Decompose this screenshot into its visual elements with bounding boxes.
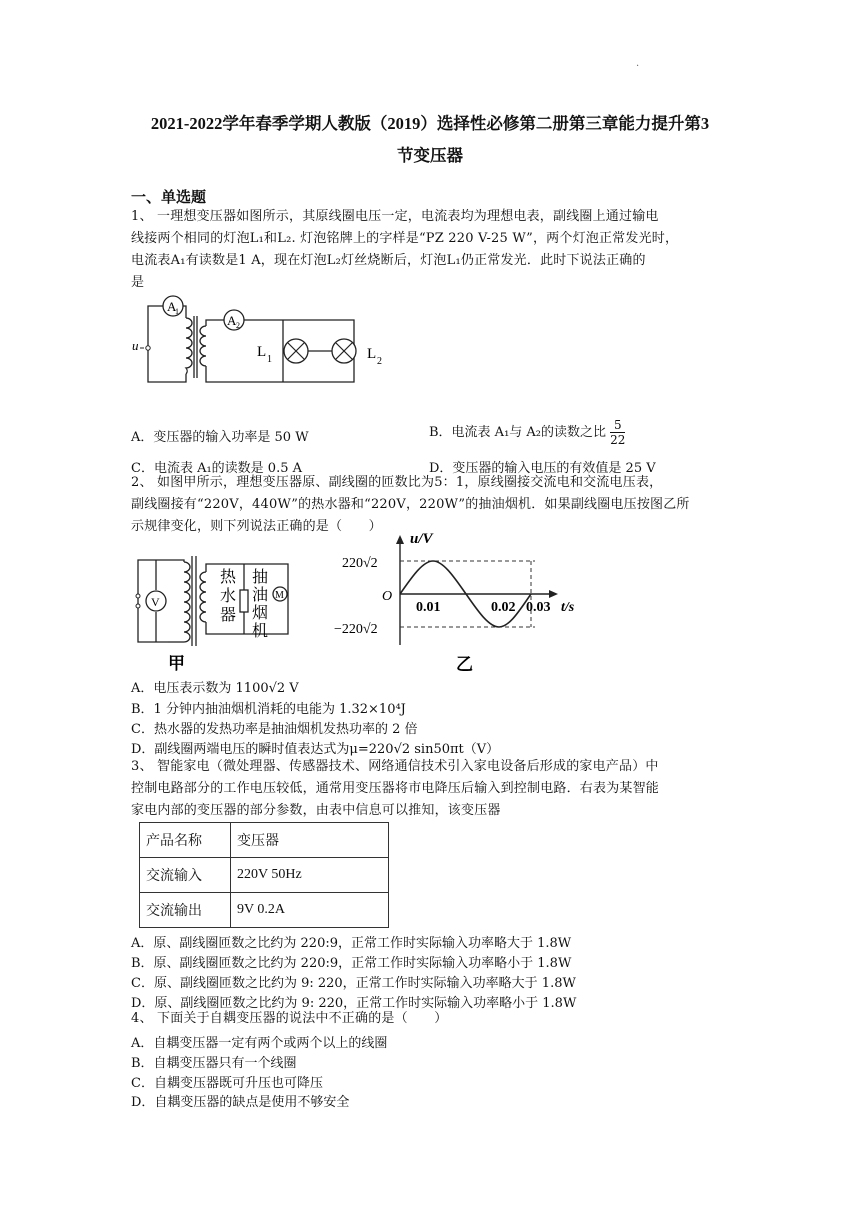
a2-sub: 2 <box>236 321 240 330</box>
caption-jia: 甲 <box>168 654 185 673</box>
q2-line3: 示规律变化，则下列说法正确的是（ ） <box>131 519 382 534</box>
q1-transformer-figure <box>128 292 418 392</box>
l1-label: L <box>257 344 267 360</box>
l1-sub: 1 <box>267 354 272 365</box>
q2-option-b[interactable]: B．1 分钟内抽油烟机消耗的电能为 1.32×10⁴J <box>131 702 406 717</box>
q2-figure-yi-sine-graph <box>330 530 600 675</box>
x-axis-label: t/s <box>561 600 575 615</box>
x-tick-1: 0.01 <box>416 600 441 615</box>
hood-char-1: 抽 <box>252 569 269 586</box>
x-tick-2: 0.02 <box>491 600 516 615</box>
q1-line1: 1、 一理想变压器如图所示，其原线圈电压一定，电流表均为理想电表，副线圈上通过输电 <box>131 209 659 224</box>
origin-label: O <box>382 589 393 604</box>
q3-option-a[interactable]: A．原、副线圈匝数之比约为 220:9，正常工作时实际输入功率略大于 1.8W <box>131 936 572 951</box>
page-title-line2: 节变压器 <box>397 146 463 165</box>
q4-option-c[interactable]: C．自耦变压器既可升压也可降压 <box>131 1076 323 1091</box>
fraction-numerator: 5 <box>610 418 625 433</box>
a2-label: A <box>227 313 237 328</box>
q3-line2: 控制电路部分的工作电压较低，通常用变压器将市电降压后输入到控制电路．右表为某智能 <box>131 781 660 796</box>
hood-char-2: 油 <box>252 587 269 604</box>
q2-option-a[interactable]: A．电压表示数为 1100√2 V <box>131 681 299 696</box>
hood-char-3: 烟 <box>252 605 269 622</box>
q1-option-b[interactable] <box>429 418 625 447</box>
q1-option-a[interactable]: A．变压器的输入功率是 50 W <box>131 430 309 445</box>
fraction-denominator: 22 <box>610 433 626 447</box>
table-cell: 交流输出 <box>140 893 231 928</box>
q2-option-d[interactable]: D．副线圈两端电压的瞬时值表达式为μ=220√2 sin50πt（V） <box>131 742 500 757</box>
q2-text <box>131 472 690 538</box>
table-cell: 交流输入 <box>140 858 231 893</box>
table-row <box>140 823 389 858</box>
q3-line3: 家电内部的变压器的部分参数，由表中信息可以推知，该变压器 <box>131 803 501 818</box>
transformer-spec-table <box>139 822 389 928</box>
q2-line2: 副线圈接有“220V，440W”的热水器和“220V，220W”的抽油烟机．如果副线圈电压按图乙所 <box>131 497 690 512</box>
a1-label: A <box>167 299 177 314</box>
q3-option-b[interactable]: B．原、副线圈匝数之比约为 220:9，正常工作时实际输入功率略小于 1.8W <box>131 956 572 971</box>
heater-char-3: 器 <box>220 607 237 624</box>
m-label: M <box>275 590 284 601</box>
y-tick-bottom: −220√2 <box>334 622 378 637</box>
u-label: u <box>132 338 139 353</box>
q4-option-d[interactable]: D．自耦变压器的缺点是使用不够安全 <box>131 1095 350 1110</box>
heater-char-1: 热 <box>220 569 237 586</box>
q3-line1: 3、 智能家电（微处理器、传感器技术、网络通信技术引入家电设备后形成的家电产品）中 <box>131 759 659 774</box>
q1-line3: 电流表A₁有读数是1 A，现在灯泡L₂灯丝烧断后，灯泡L₁仍正常发光．此时下说法正确的 <box>131 253 646 268</box>
a1-sub: 1 <box>175 307 179 316</box>
table-row <box>140 858 389 893</box>
q1-option-b-fraction <box>610 418 625 447</box>
q2-figure-jia <box>128 552 318 674</box>
section-heading: 一、单选题 <box>131 188 207 206</box>
table-cell: 变压器 <box>231 823 389 858</box>
heater-char-2: 水 <box>220 588 237 605</box>
q4-line1: 4、 下面关于自耦变压器的说法中不正确的是（ ） <box>131 1011 448 1026</box>
q2-line1: 2、 如图甲所示，理想变压器原、副线圈的匝数比为5：1，原线圈接交流电和交流电压表， <box>131 475 663 490</box>
q3-text <box>131 756 659 822</box>
v-label: V <box>151 595 160 609</box>
corner-dot: . <box>636 58 640 69</box>
q2-option-c[interactable]: C．热水器的发热功率是抽油烟机发热功率的 2 倍 <box>131 722 418 737</box>
heater-resistor <box>240 590 248 612</box>
q4-option-a[interactable]: A．自耦变压器一定有两个或两个以上的线圈 <box>131 1036 388 1051</box>
table-cell: 220V 50Hz <box>231 858 389 893</box>
x-tick-3: 0.03 <box>526 600 551 615</box>
q4-option-b[interactable]: B．自耦变压器只有一个线圈 <box>131 1056 297 1071</box>
table-row <box>140 893 389 928</box>
q1-line2: 线接两个相同的灯泡L₁和L₂. 灯泡铭牌上的字样是“PZ 220 V-25 W”，两个灯泡正常发光时， <box>131 231 679 246</box>
page-title-line1: 2021-2022学年春季学期人教版（2019）选择性必修第二册第三章能力提升第3 <box>150 114 710 133</box>
q3-option-d[interactable]: D．原、副线圈匝数之比约为 9: 220，正常工作时实际输入功率略小于 1.8W <box>131 996 577 1011</box>
table-cell: 9V 0.2A <box>231 893 389 928</box>
q1-text <box>131 206 678 294</box>
y-tick-top: 220√2 <box>342 556 378 571</box>
hood-char-4: 机 <box>252 623 269 640</box>
q1-option-d[interactable]: D．变压器的输入电压的有效值是 25 V <box>429 461 656 476</box>
q1-option-b-text: B．电流表 A₁与 A₂的读数之比 <box>429 425 607 440</box>
q1-line4: 是 <box>131 275 145 290</box>
y-axis-label: u/V <box>410 531 433 547</box>
q1-option-c[interactable]: C．电流表 A₁的读数是 0.5 A <box>131 461 303 476</box>
l2-label: L <box>367 346 377 362</box>
l2-sub: 2 <box>377 356 382 367</box>
q3-option-c[interactable]: C．原、副线圈匝数之比约为 9: 220，正常工作时实际输入功率略大于 1.8W <box>131 976 576 991</box>
caption-yi: 乙 <box>456 655 473 674</box>
table-cell: 产品名称 <box>140 823 231 858</box>
